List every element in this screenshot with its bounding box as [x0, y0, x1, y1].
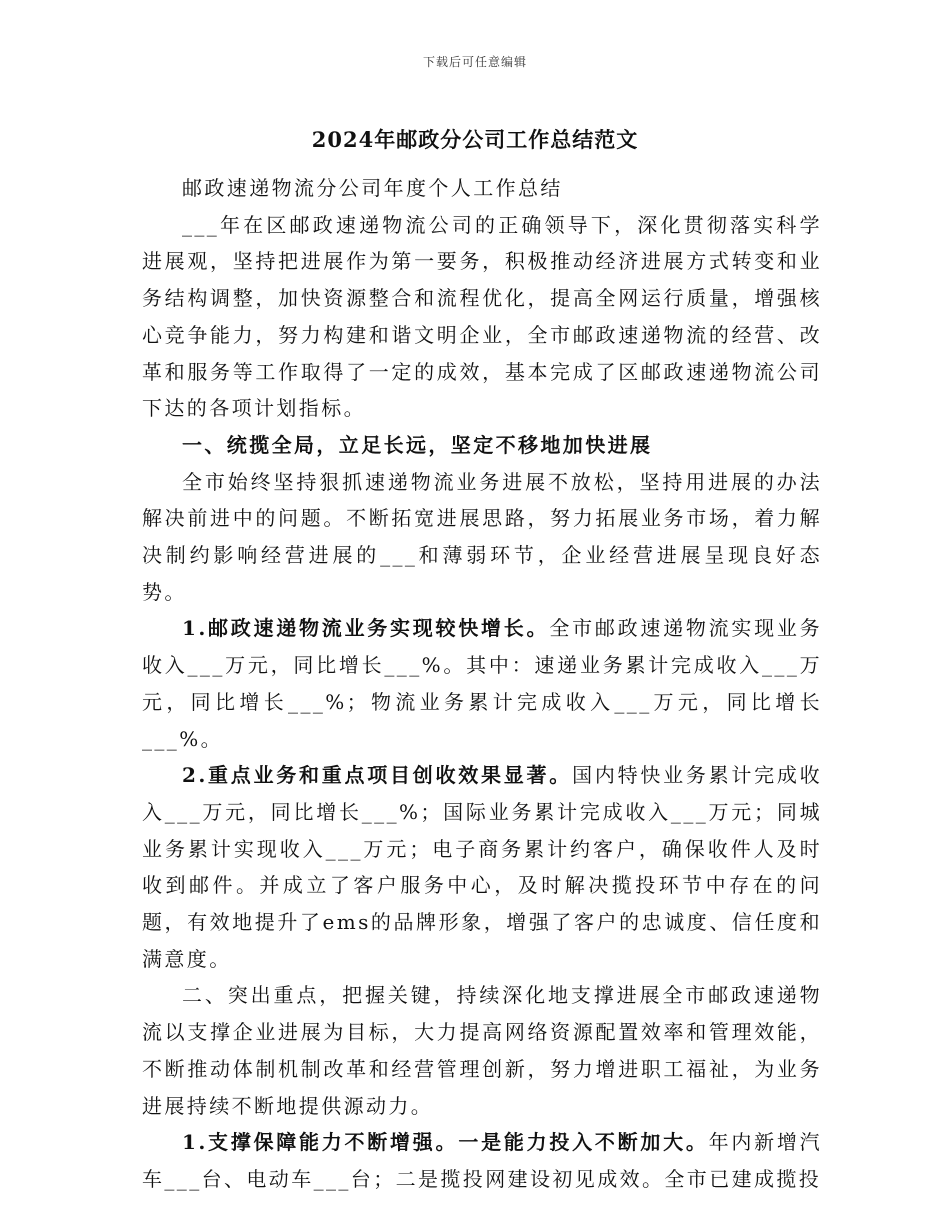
paragraph-section-1: 全市始终坚持狠抓速递物流业务进展不放松，坚持用进展的办法解决前进中的问题。不断拓宽进展思路，努力拓展业务市场，着力解决制约影响经营进展的___和薄弱环节，企业经营进展呈现良好态势。 — [142, 469, 822, 604]
document-body — [142, 170, 822, 1198]
paragraph-item-2-1 — [142, 1124, 822, 1197]
paragraph-item-1-1 — [142, 610, 822, 757]
section-heading-1: 一、统揽全局，立足长远，坚定不移地加快进展 — [182, 432, 653, 457]
item-lead: 2.重点业务和重点项目创收效果显著。 — [182, 763, 573, 788]
paragraph-subtitle: 邮政速递物流分公司年度个人工作总结 — [182, 176, 563, 200]
paragraph-item-1-2 — [142, 757, 822, 977]
header-note: 下载后可任意编辑 — [422, 55, 527, 69]
item-lead-secondary: 一是能力投入不断加大。 — [458, 1130, 709, 1155]
item-text: 年内新增汽车___台、电动车___台；二是揽投网建设初见成效。全市已建成揽投 — [142, 1130, 823, 1191]
item-text: 全市邮政速递物流实现业务收入___万元，同比增长___%。其中：速递业务累计完成收入___万元，同比增长___%；物流业务累计完成收入___万元，同比增长___%。 — [142, 616, 822, 751]
document-title: 2024年邮政分公司工作总结范文 — [311, 127, 639, 152]
paragraph-section-2: 二、突出重点，把握关键，持续深化地支撑进展全市邮政速递物流以支撑企业进展为目标，大力提高网络资源配置效率和管理效能，不断推动体制机制改革和经营管理创新，努力增进职工福祉，为业务进展持续不断地提供源动力。 — [142, 983, 822, 1118]
item-lead: 1.邮政速递物流业务实现较快增长。 — [182, 616, 550, 641]
paragraph-intro: ___年在区邮政速递物流公司的正确领导下，深化贯彻落实科学进展观，坚持把进展作为第一要务，积极推动经济进展方式转变和业务结构调整，加快资源整合和流程优化，提高全网运行质量，增强核心竞争能力，努力构建和谐文明企业，全市邮政速递物流的经营、改革和服务等工作取得了一定的成效，基本完成了区邮政速递物流公司下达的各项计划指标。 — [142, 212, 822, 421]
item-text: 国内特快业务累计完成收入___万元，同比增长___%；国际业务累计完成收入___万元；同城业务累计实现收入___万元；电子商务累计约客户，确保收件人及时收到邮件。并成立了客户服务中心，及时解决揽投环节中存在的问题，有效地提升了ems的品牌形象，增强了客户的忠诚度、信任度和满意度。 — [142, 763, 822, 971]
item-lead: 1.支撑保障能力不断增强。 — [182, 1130, 459, 1155]
